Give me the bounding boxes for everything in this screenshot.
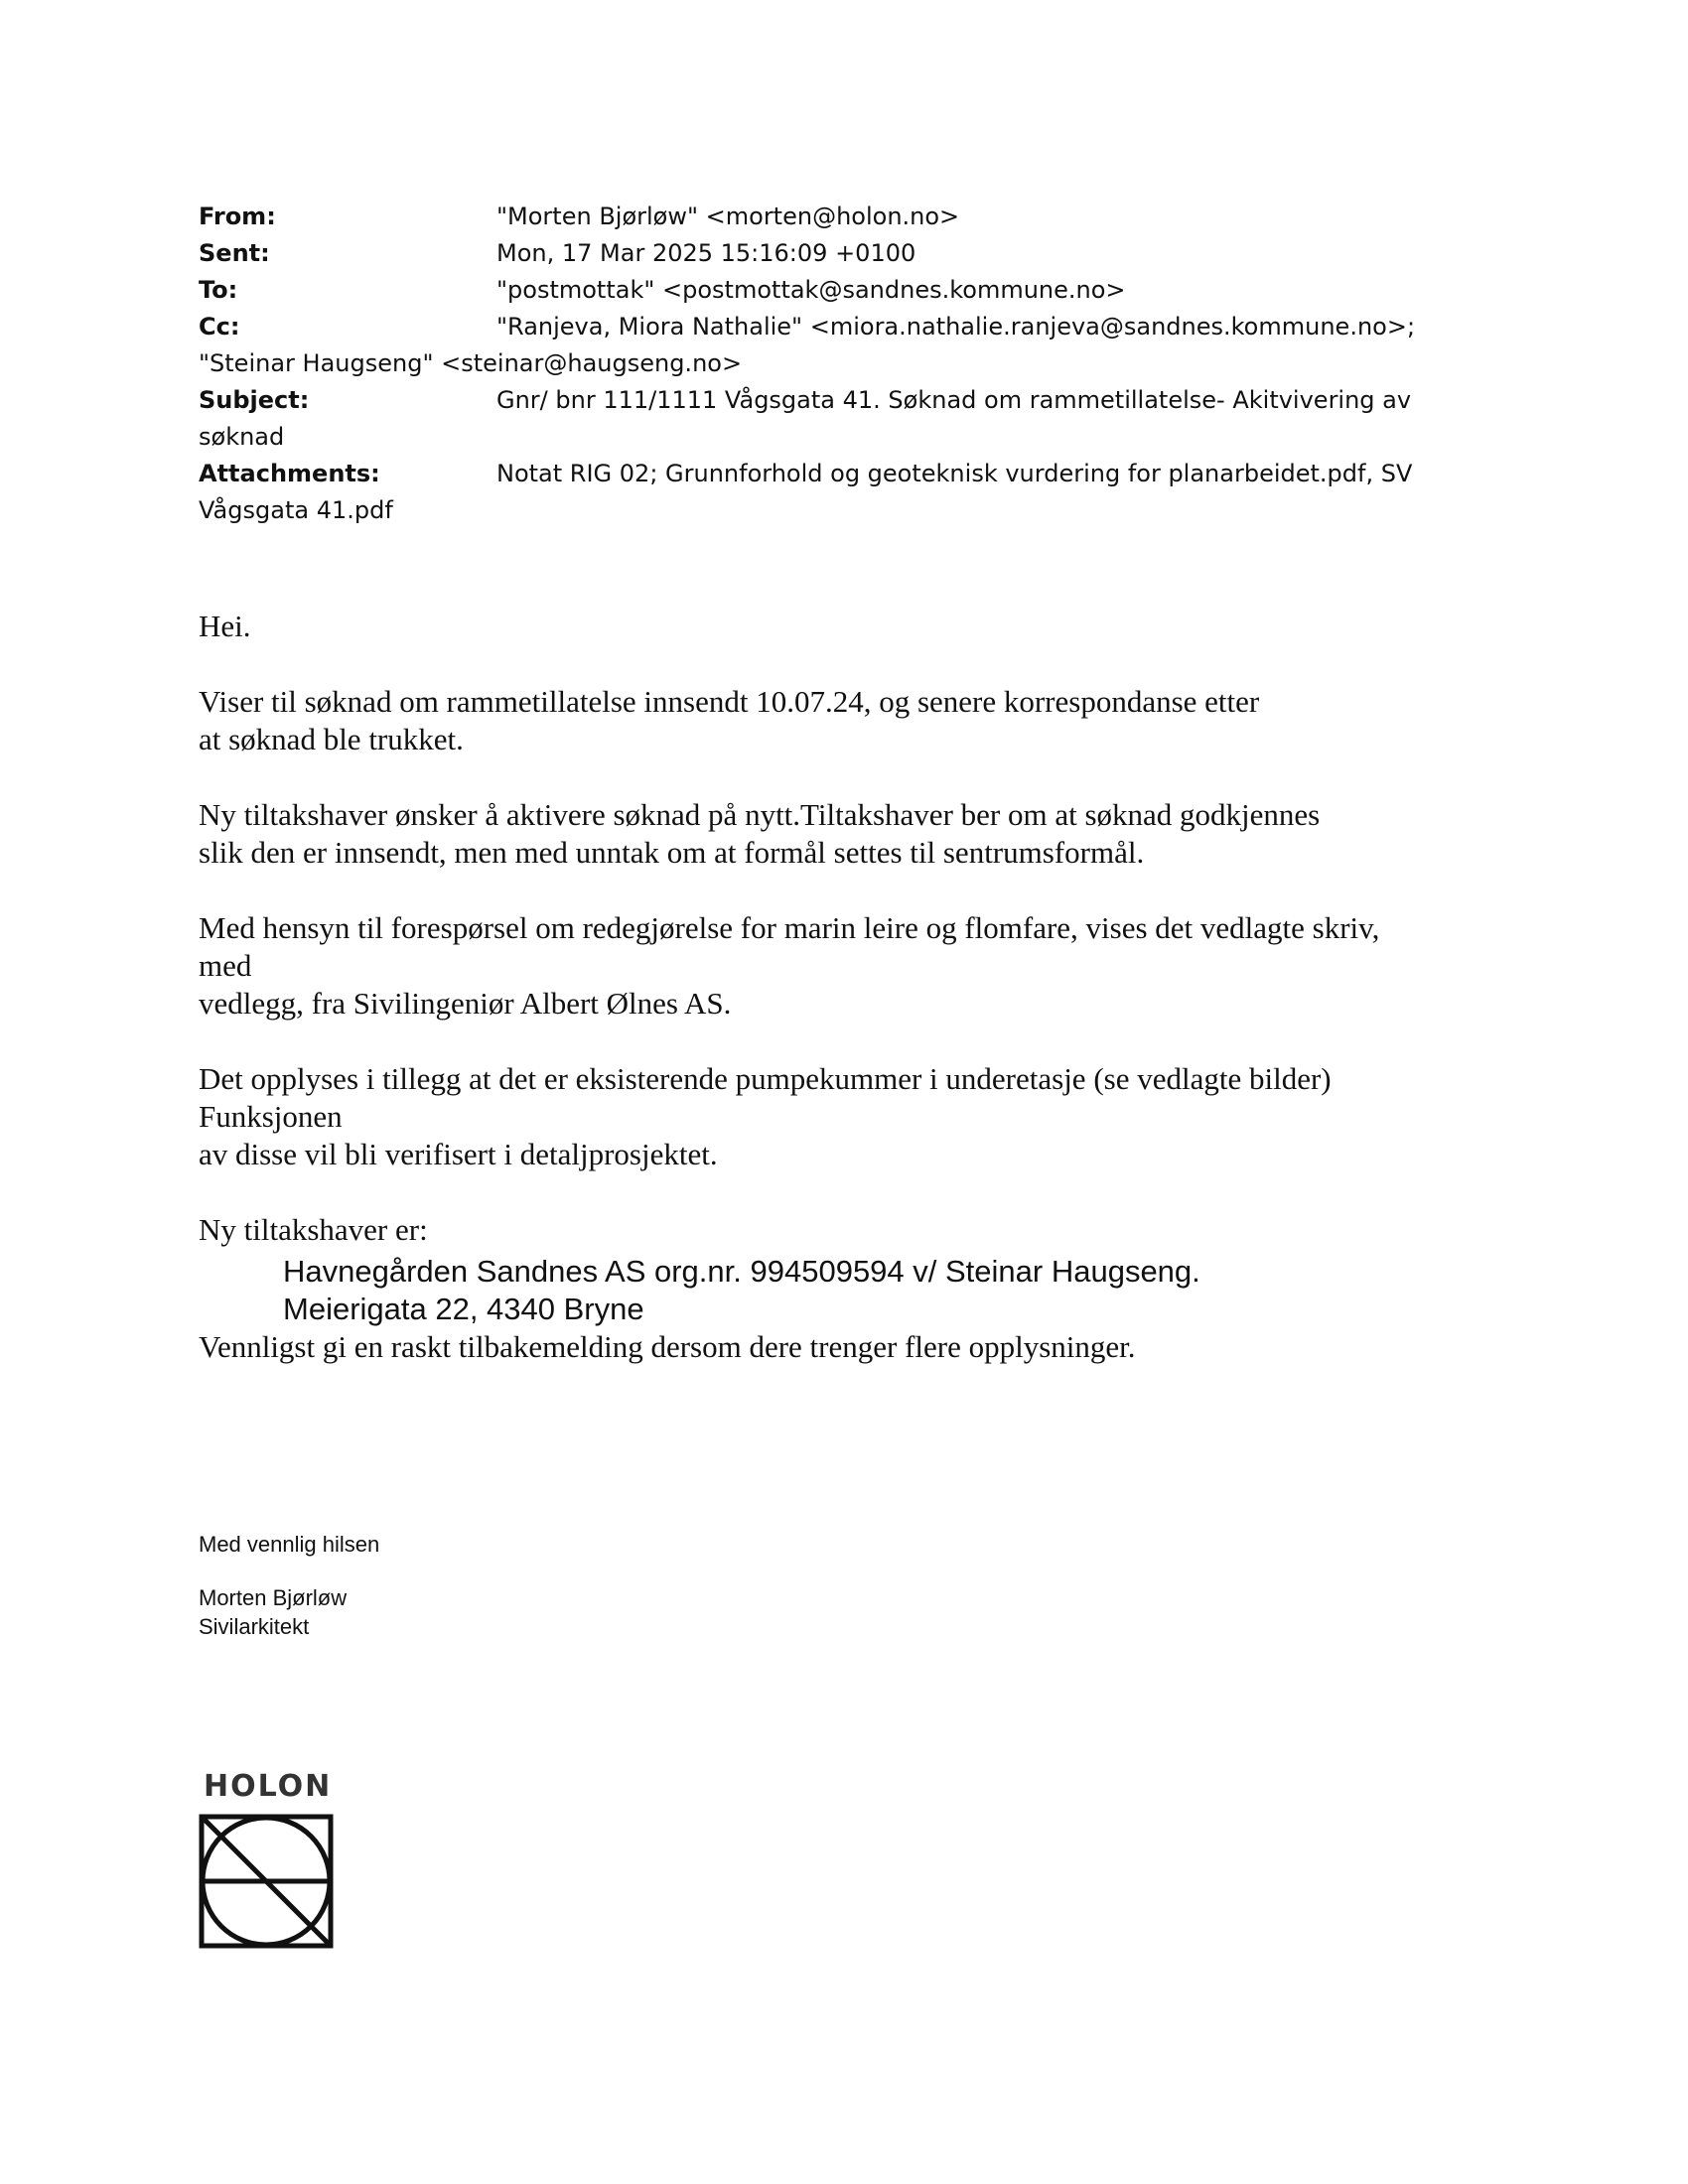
owner-intro: Ny tiltakshaver er: [199, 1212, 428, 1247]
header-subject-cont: søknad [199, 423, 285, 451]
header-value: Gnr/ bnr 111/1111 Vågsgata 41. Søknad om rammetillatelse- Akitvivering av [496, 386, 1412, 414]
header-sent [199, 235, 1489, 272]
signature [199, 1530, 379, 1641]
paragraph-2 [199, 796, 1509, 872]
header-label: To: [199, 276, 238, 304]
line: Det opplyses i tillegg at det er eksisterende pumpekummer i underetasje (se vedlagte bilder) [199, 1061, 1332, 1096]
header-value: "postmottak" <postmottak@sandnes.kommune.no> [496, 276, 1126, 304]
owner-line: Havnegården Sandnes AS org.nr. 994509594 v/ Steinar Haugseng. [283, 1254, 1200, 1289]
signature-title: Sivilarkitekt [199, 1614, 310, 1639]
paragraph-1 [199, 683, 1509, 758]
line: Ny tiltakshaver ønsker å aktivere søknad på nytt.Tiltakshaver ber om at søknad godkjennes [199, 797, 1321, 832]
header-from [199, 199, 1489, 235]
header-cc-cont: "Steinar Haugseng" <steinar@haugseng.no> [199, 349, 743, 377]
email-body [199, 608, 1509, 1404]
owner-line: Meierigata 22, 4340 Bryne [283, 1292, 644, 1326]
paragraph-3 [199, 909, 1509, 1023]
line: Funksjonen [199, 1099, 343, 1134]
holon-logo-icon [199, 1814, 334, 1949]
line: Viser til søknad om rammetillatelse innsendt 10.07.24, og senere korrespondanse etter [199, 684, 1260, 719]
line: slik den er innsendt, men med unntak om at formål settes til sentrumsformål. [199, 835, 1145, 870]
paragraph-4 [199, 1060, 1509, 1173]
header-label: From: [199, 203, 276, 230]
closing-text: Vennligst gi en raskt tilbakemelding dersom dere trenger flere opplysninger. [199, 1329, 1136, 1364]
line: av disse vil bli verifisert i detaljprosjektet. [199, 1137, 718, 1171]
header-label: Cc: [199, 313, 240, 341]
header-label: Attachments: [199, 460, 380, 487]
header-value: "Morten Bjørløw" <morten@holon.no> [496, 203, 960, 230]
header-label: Sent: [199, 239, 270, 267]
signature-greeting: Med vennlig hilsen [199, 1532, 380, 1557]
line: med [199, 948, 252, 983]
holon-logo [199, 1769, 338, 1949]
logo-text: HOLON [204, 1769, 333, 1804]
header-attachments-cont: Vågsgata 41.pdf [199, 496, 393, 524]
line: at søknad ble trukket. [199, 722, 464, 756]
owner-block [283, 1253, 1509, 1328]
header-value: Notat RIG 02; Grunnforhold og geoteknisk vurdering for planarbeidet.pdf, SV [496, 460, 1413, 487]
header-to [199, 272, 1489, 309]
header-value: "Ranjeva, Miora Nathalie" <miora.nathalie.ranjeva@sandnes.kommune.no>; [496, 313, 1416, 341]
greeting: Hei. [199, 609, 251, 643]
line: vedlegg, fra Sivilingeniør Albert Ølnes AS. [199, 986, 732, 1021]
line: Med hensyn til forespørsel om redegjørelse for marin leire og flomfare, vises det vedlagte skriv, [199, 910, 1380, 945]
header-attachments [199, 456, 1489, 492]
signature-name: Morten Bjørløw [199, 1585, 348, 1610]
email-header [199, 199, 1489, 529]
header-subject [199, 382, 1489, 419]
header-value: Mon, 17 Mar 2025 15:16:09 +0100 [496, 239, 916, 267]
header-cc [199, 309, 1489, 345]
header-label: Subject: [199, 386, 310, 414]
